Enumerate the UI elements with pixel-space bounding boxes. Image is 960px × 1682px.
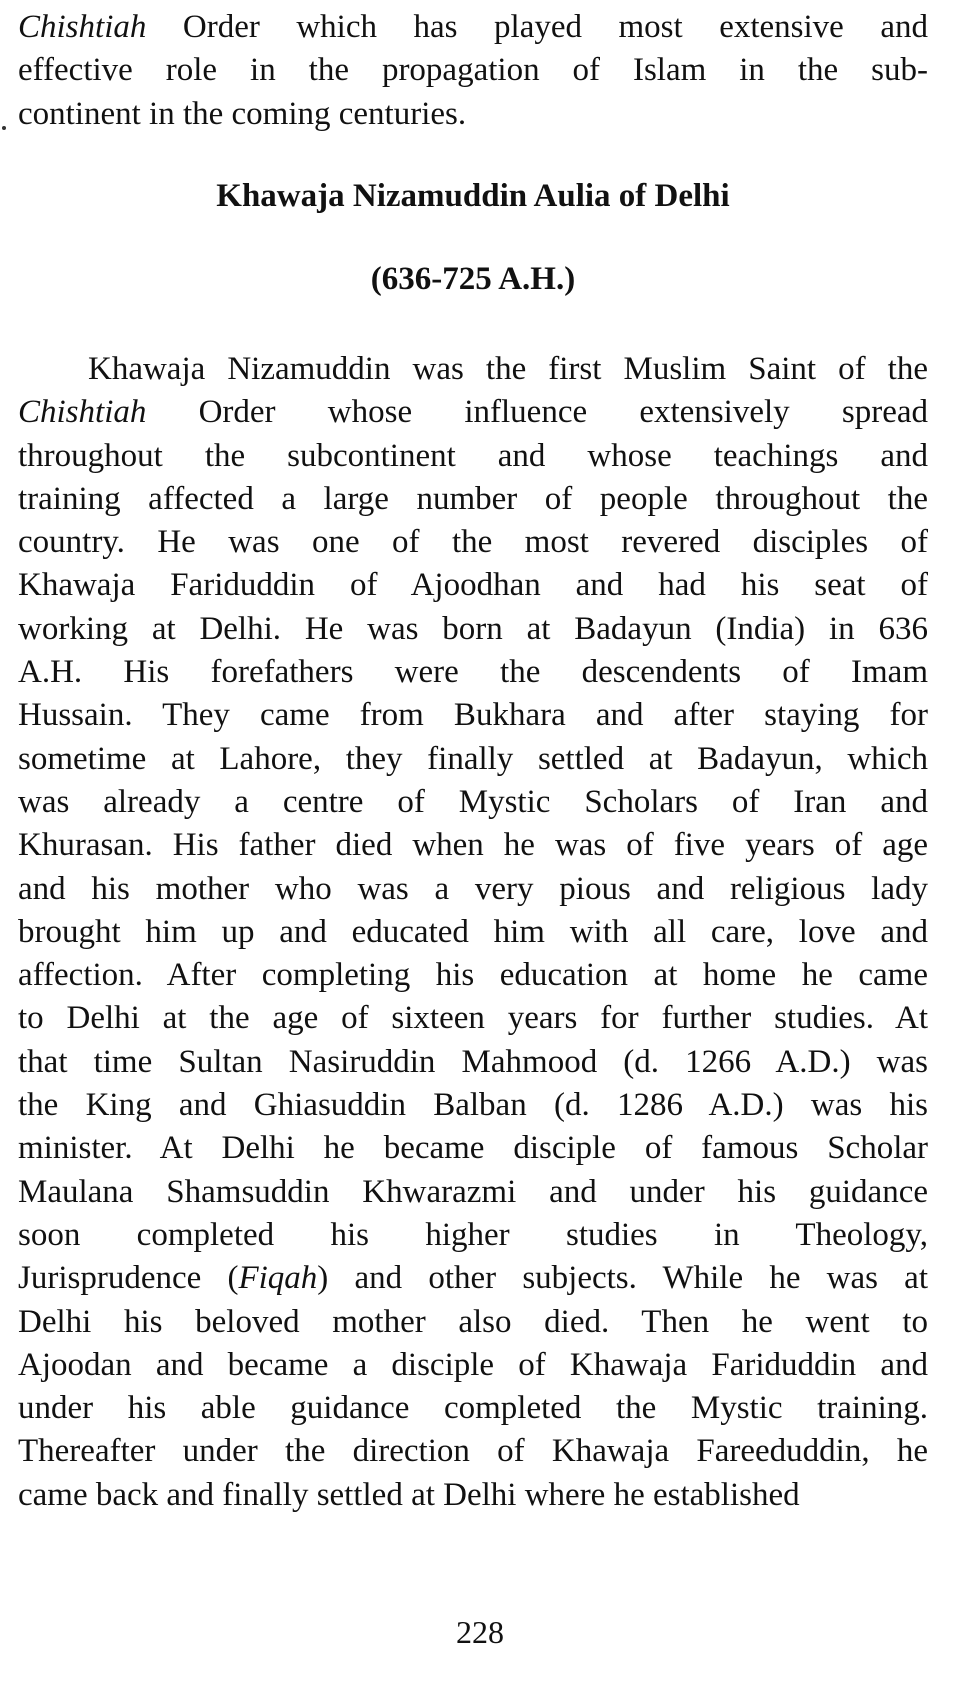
- text-run: continent in the coming centuries.: [18, 95, 467, 132]
- text-run: Khurasan. His father died when he was of five years of age: [18, 827, 928, 864]
- body-line: [18, 1171, 928, 1214]
- body-line: [18, 391, 928, 434]
- intro-paragraph: [18, 6, 928, 136]
- text-run: sometime at Lahore, they finally settled at Badayun, which: [18, 740, 928, 777]
- text-run: Delhi his beloved mother also died. Then he went to: [18, 1303, 928, 1340]
- body-line: [18, 1084, 928, 1127]
- text-run: Ajoodan and became a disciple of Khawaja Fariduddin and: [18, 1346, 928, 1383]
- body-line: [18, 1474, 928, 1517]
- body-line: [18, 1127, 928, 1170]
- section-title: Khawaja Nizamuddin Aulia of Delhi: [216, 178, 730, 214]
- body-line: [18, 738, 928, 781]
- text-run: ) and other subjects. While he was at: [317, 1260, 928, 1297]
- body-line: [18, 608, 928, 651]
- body-line: [18, 1344, 928, 1387]
- text-run: effective role in the propagation of Islam in the sub-: [18, 52, 928, 89]
- italic-term: Chishtiah: [18, 394, 147, 431]
- body-line: [18, 694, 928, 737]
- text-run: minister. At Delhi he became disciple of famous Scholar: [18, 1130, 928, 1167]
- body-line: [18, 781, 928, 824]
- body-line: [18, 1301, 928, 1344]
- body-line: [18, 478, 928, 521]
- text-run: to Delhi at the age of sixteen years for further studies. At: [18, 1000, 928, 1037]
- text-run: A.H. His forefathers were the descendents of Imam: [18, 654, 928, 691]
- section-dates: (636-725 A.H.): [370, 261, 576, 297]
- body-line: [18, 564, 928, 607]
- intro-line: [18, 6, 928, 49]
- body-line: [18, 954, 928, 997]
- text-run: Jurisprudence (: [18, 1260, 239, 1297]
- text-run: that time Sultan Nasiruddin Mahmood (d. 1266 A.D.) was: [18, 1043, 928, 1080]
- text-run: soon completed his higher studies in Theology,: [18, 1216, 928, 1253]
- body-line: [18, 435, 928, 478]
- body-line: [18, 521, 928, 564]
- text-run: was already a centre of Mystic Scholars of Iran and: [18, 783, 928, 820]
- text-run: and his mother who was a very pious and religious lady: [18, 870, 928, 907]
- text-run: training affected a large number of people throughout the: [18, 480, 928, 517]
- body-line: [18, 911, 928, 954]
- body-line: [18, 348, 928, 391]
- italic-term: Fiqah: [238, 1260, 318, 1297]
- intro-line: [18, 93, 928, 136]
- body-paragraph: [18, 348, 928, 1517]
- body-line: [18, 997, 928, 1040]
- text-run: Khawaja Fariduddin of Ajoodhan and had his seat of: [18, 567, 928, 604]
- body-line: [18, 824, 928, 867]
- intro-line: [18, 49, 928, 92]
- text-run: Order which has played most extensive and: [146, 9, 928, 45]
- body-line: [18, 1387, 928, 1430]
- body-line: [18, 1041, 928, 1084]
- text-run: came back and finally settled at Delhi where he established: [18, 1476, 800, 1513]
- text-run: Hussain. They came from Bukhara and after staying for: [18, 697, 928, 734]
- body-line: [18, 1214, 928, 1257]
- text-run: brought him up and educated him with all care, love and: [18, 913, 928, 950]
- body-line: [18, 1430, 928, 1473]
- text-run: country. He was one of the most revered disciples of: [18, 524, 928, 561]
- page-number: 228: [456, 1614, 504, 1650]
- text-run: under his able guidance completed the Mystic training.: [18, 1390, 928, 1427]
- body-line: [18, 868, 928, 911]
- italic-term: Chishtiah: [18, 9, 147, 45]
- scan-speck: [2, 126, 6, 130]
- body-line: [18, 1257, 928, 1300]
- text-run: Maulana Shamsuddin Khwarazmi and under his guidance: [18, 1173, 928, 1210]
- text-run: Order whose influence extensively spread: [146, 394, 928, 431]
- text-run: throughout the subcontinent and whose teachings and: [18, 437, 928, 474]
- text-run: Khawaja Nizamuddin was the first Muslim Saint of the: [88, 351, 928, 387]
- body-line: [18, 651, 928, 694]
- text-run: Thereafter under the direction of Khawaja Fareeduddin, he: [18, 1433, 928, 1470]
- text-run: the King and Ghiasuddin Balban (d. 1286 A.D.) was his: [18, 1087, 928, 1124]
- text-run: working at Delhi. He was born at Badayun (India) in 636: [18, 610, 928, 647]
- text-run: affection. After completing his education at home he came: [18, 957, 928, 994]
